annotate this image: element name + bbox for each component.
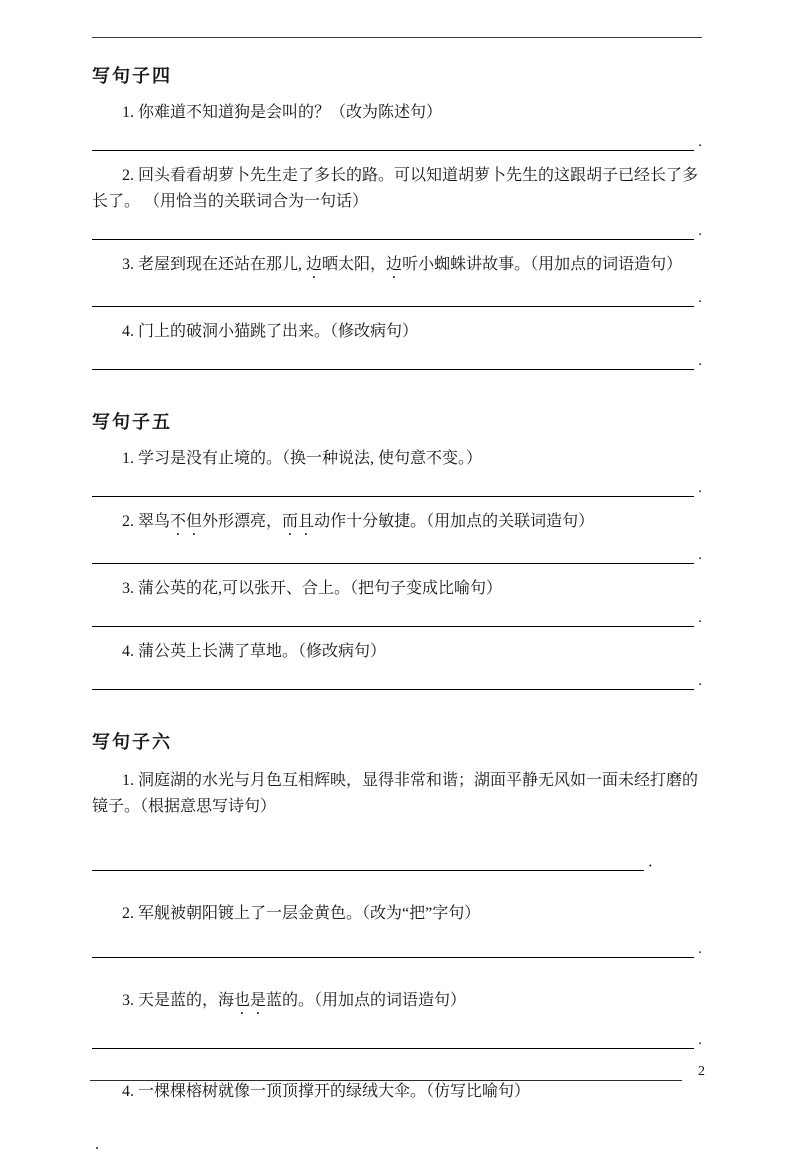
answer-blank (92, 610, 702, 627)
answer-blank (92, 353, 702, 370)
exercise-item (92, 988, 702, 1018)
exercise-item (92, 509, 702, 539)
answer-blank (92, 223, 702, 240)
answer-blank (92, 290, 702, 307)
item-text-part: 蓝的。（用加点的词语造句） (266, 992, 467, 1009)
answer-line (92, 291, 694, 307)
answer-blank (92, 673, 702, 690)
answer-line (92, 611, 694, 627)
emphasized-word: 也是 (234, 992, 267, 1009)
answer-period: . (698, 353, 702, 369)
exercise-item: 1. 你难道不知道狗是会叫的？（改为陈述句） (122, 104, 443, 121)
exercise-item (92, 252, 702, 282)
exercise-item: 1. 学习是没有止境的。（换一种说法, 使句意不变。） (122, 450, 483, 467)
answer-line (92, 942, 694, 958)
exercise-item: 4. 一棵棵榕树就像一顶顶撑开的绿绒大伞。（仿写比喻句） (122, 1083, 531, 1100)
section-title: 写句子五 (92, 412, 172, 432)
answer-period: . (698, 134, 702, 150)
answer-line (92, 354, 694, 370)
answer-line (92, 548, 694, 564)
section-six (92, 730, 702, 1155)
top-rule (92, 37, 702, 38)
emphasized-word: 边 (386, 256, 403, 273)
answer-blank (92, 134, 702, 151)
emphasized-word: 而且 (282, 513, 315, 530)
answer-line (92, 481, 694, 497)
answer-period: . (698, 223, 702, 239)
item-text-part: 晒太阳， (322, 256, 387, 273)
item-text-part: 3. 天是蓝的，海 (122, 992, 235, 1009)
section-five (92, 410, 702, 690)
answer-period: . (698, 610, 702, 626)
answer-period: . (698, 673, 702, 689)
answer-line (92, 855, 644, 871)
answer-period: . (698, 480, 702, 496)
exercise-item: 2. 回头看看胡萝卜先生走了多长的路。可以知道胡萝卜先生的这跟胡子已经长了多长了。 （用恰当的关联词合为一句话） (92, 167, 699, 210)
page-number: 2 (698, 1064, 705, 1079)
footer-rule (90, 1080, 682, 1081)
stray-period: . (95, 1136, 99, 1153)
answer-period: . (698, 547, 702, 563)
answer-line (92, 1033, 694, 1049)
section-four (92, 64, 702, 370)
answer-line (92, 135, 694, 151)
page-content (92, 0, 702, 1155)
answer-blank (92, 1032, 702, 1049)
answer-period: ． (648, 854, 664, 870)
item-text-part: 外形漂亮， (202, 513, 283, 530)
answer-line (92, 224, 694, 240)
answer-period: . (698, 290, 702, 306)
exercise-item: 3. 蒲公英的花,可以张开、合上。（把句子变成比喻句） (122, 580, 503, 597)
answer-blank (92, 480, 702, 497)
item-text-part: 听小蜘蛛讲故事。（用加点的词语造句） (402, 256, 683, 273)
exercise-item: 1. 洞庭湖的水光与月色互相辉映，显得非常和谐；湖面平静无风如一面未经打磨的镜子。（根据意思写诗句） (92, 772, 699, 815)
exercise-item: 4. 蒲公英上长满了草地。（修改病句） (122, 643, 387, 660)
emphasized-word: 不但 (170, 513, 203, 530)
answer-period: . (698, 1032, 702, 1048)
answer-blank (92, 854, 702, 871)
exercise-item: 2. 军舰被朝阳镀上了一层金黄色。（改为“把”字句） (122, 905, 481, 922)
item-text-part: 2. 翠鸟 (122, 513, 171, 530)
answer-blank (92, 941, 702, 958)
section-title: 写句子六 (92, 732, 172, 752)
item-text-part: 动作十分敏捷。（用加点的关联词造句） (314, 513, 595, 530)
exercise-item: 4. 门上的破洞小猫跳了出来。（修改病句） (122, 323, 419, 340)
answer-blank (92, 547, 702, 564)
section-title: 写句子四 (92, 66, 172, 86)
answer-period: . (698, 941, 702, 957)
emphasized-word: 边 (306, 256, 323, 273)
item-text-part: 3. 老屋到现在还站在那儿, (122, 256, 307, 273)
answer-line (92, 674, 694, 690)
